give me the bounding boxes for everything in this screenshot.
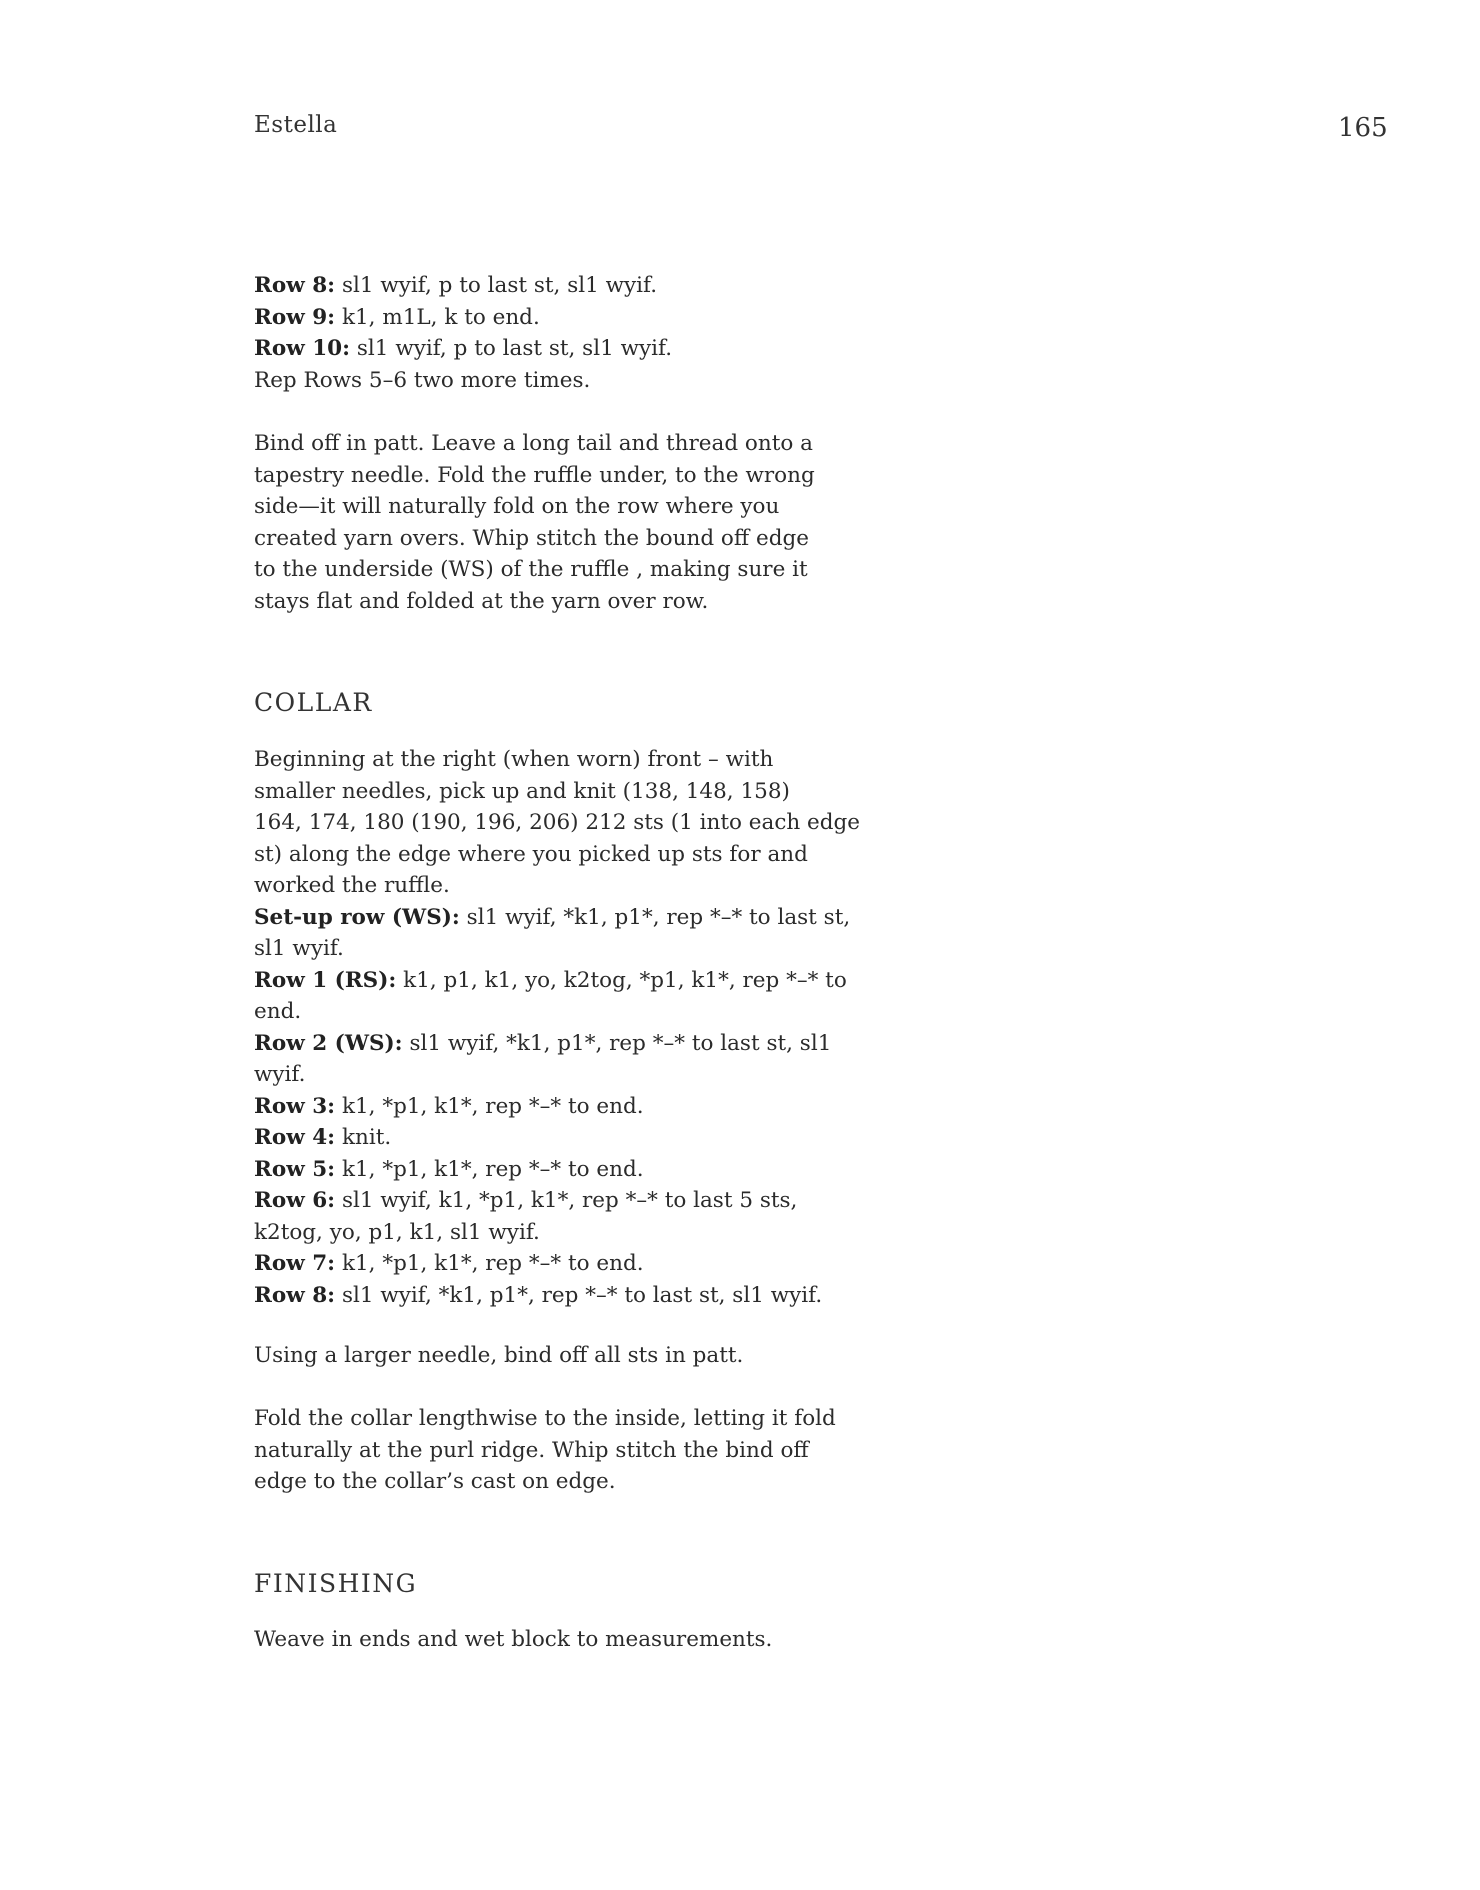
row-text: end. [254,999,302,1024]
instruction-line [254,776,814,808]
row-text: k2tog, yo, p1, k1, sl1 wyif. [254,1219,540,1245]
row-text: Beginning at the right (when worn) front – with [254,747,774,772]
row-text: smaller needles, pick up and knit (138, 148, 158) [254,778,790,804]
instruction-line [254,1217,814,1249]
row-label: Row 8: [254,1282,336,1308]
row-text: k1, p1, k1, yo, k2tog, *p1, k1*, rep *–* to [396,967,847,993]
paragraph-line: Fold the collar lengthwise to the inside, letting it fold [254,1406,836,1431]
row-text: sl1 wyif. [254,936,344,961]
row-text: k1, m1L, k to end. [335,304,540,330]
row-label: Row 4: [254,1125,336,1150]
row-text: sl1 wyif, *k1, p1*, rep *–* to last st, [459,904,851,930]
row-label: Row 6: [254,1188,336,1213]
finishing-paragraph [254,1624,814,1656]
instruction-line [254,965,847,997]
row-text: k1, *p1, k1*, rep *–* to end. [335,1156,644,1182]
instruction-line [254,270,814,302]
collar-instructions [254,744,861,1311]
instruction-line [254,365,814,397]
row-text: wyif. [254,1062,306,1087]
instruction-line [254,870,814,902]
row-text: sl1 wyif, *k1, p1*, rep *–* to last st, sl1 [402,1030,832,1056]
row-text: knit. [335,1125,392,1150]
instruction-line [254,1091,814,1123]
row-text: sl1 wyif, p to last st, sl1 wyif. [350,336,673,361]
instruction-line [254,902,851,934]
row-text: sl1 wyif, p to last st, sl1 wyif. [335,273,658,298]
instruction-line [254,1280,823,1312]
paragraph-line: Weave in ends and wet block to measurements. [254,1627,773,1652]
row-label: Row 2 (WS): [254,1030,403,1056]
row-label: Set-up row (WS): [254,904,460,930]
row-text: Rep Rows 5–6 two more times. [254,367,591,393]
row-text: sl1 wyif, *k1, p1*, rep *–* to last st, sl1 wyif. [335,1282,823,1308]
row-text: 164, 174, 180 (190, 196, 206) 212 sts (1 into each edge [254,810,861,835]
finishing-heading: FINISHING [254,1569,418,1598]
paragraph-line: to the underside (WS) of the ruffle , making sure it [254,557,808,582]
page-number: 165 [1338,113,1388,143]
instruction-line [254,933,814,965]
instruction-line [254,1028,832,1060]
bind-off-paragraph [254,1340,814,1372]
row-text: sl1 wyif, k1, *p1, k1*, rep *–* to last 5 sts, [335,1188,798,1213]
row-label: Row 3: [254,1093,336,1119]
collar-heading: COLLAR [254,688,373,717]
instruction-line [254,1122,814,1154]
instruction-line [254,333,814,365]
row-label: Row 8: [254,273,336,298]
row-text: worked the ruffle. [254,873,450,898]
instruction-line [254,1154,814,1186]
row-text: st) along the edge where you picked up sts for and [254,841,808,867]
row-label: Row 10: [254,336,351,361]
paragraph-line: naturally at the purl ridge. Whip stitch the bind off [254,1437,809,1463]
instruction-line [254,839,814,871]
paragraph-line: Bind off in patt. Leave a long tail and thread onto a [254,431,813,456]
row-text: k1, *p1, k1*, rep *–* to end. [335,1251,644,1276]
paragraph-line: stays flat and folded at the yarn over row. [254,588,709,614]
row-label: Row 9: [254,304,336,330]
running-title: Estella [254,112,338,138]
instruction-line [254,807,861,839]
instruction-line [254,1059,814,1091]
paragraph-line: edge to the collar’s cast on edge. [254,1469,616,1494]
row-label: Row 7: [254,1251,336,1276]
instruction-line [254,1185,814,1217]
ruffle-paragraph [254,428,814,617]
instruction-line [254,1248,814,1280]
instruction-line [254,744,814,776]
row-label: Row 1 (RS): [254,967,397,993]
paragraph-line: Using a larger needle, bind off all sts in patt. [254,1343,744,1368]
instruction-line [254,302,814,334]
fold-paragraph [254,1403,836,1498]
paragraph-line: side—it will naturally fold on the row where you [254,494,780,519]
row-label: Row 5: [254,1156,336,1182]
paragraph-line: created yarn overs. Whip stitch the bound off edge [254,525,809,551]
row-text: k1, *p1, k1*, rep *–* to end. [335,1093,644,1119]
instruction-line [254,996,814,1028]
paragraph-line: tapestry needle. Fold the ruffle under, to the wrong [254,462,815,488]
ruffle-rows [254,270,814,396]
